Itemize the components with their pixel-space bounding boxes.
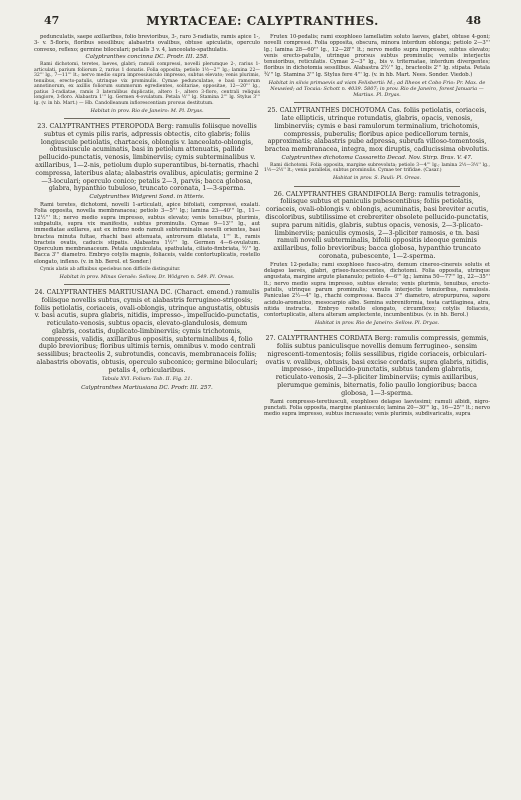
species-heading: 25. CALYPTRANTHES DICHOTOMA Cas. foliis petiolatis, coriaceis, late ellipticis, utrinque rotundatis, glabris, opacis, venosis, limbinerviis; cymis e basi ramulorum terminalium, trichotomis, compressis, puberulis; floribus apice pedicellorum ternis, approximatis; alabastris pube adpressa, subrufa villoso-tomentosis, bractea membranacea, integra, mox diruptis, cadlucissima obvolutis. [264,106,490,154]
paragraph: Frutex 10-pedalis; rami exophloeo lamellatim soluto laeves, glabri, obtuse 4-goni; novelli compressi. Folia opposita, obscura, minora interdum oblonga; petiolo 2—3''' lg.; lamina 28—60''' lg., 12—28''' lt.; nervo medio supra impresso, subtus elevato; venis erecto-patulis, utrinque prorsus subtus prominulis; venulis interjectis tenuioribus, reticulatis. Cymae 2—3'' lg., bis v. triternatae, interdum divergentes; floribus in dichotomia sessilibus. Alabastra 2½''' lg., bracteolis 2''' lg. stipata. Petala ¾''' lg. Stamina 3''' lg. Stylus fere 4''' lg. (v. in hb. Mart. Nees. Sonder. Viedob.) [264,34,490,78]
synonym-line: Calyptranthes Widgreni Sond. in litteris. [89,194,205,201]
species-heading: 23. CALYPTRANTHES PTEROPODA Berg: ramulis foliisque novellis subtus et cymis pilis raris, adpressis obtectis, cito glabris; foliis longiuscule petiolatis, chartaceis, oblongis v. lanceolato-oblongis, obtusiuscule acuminatis, basi in petiolum attenuatis, pallide pellucido-punctatis, venosis, limbinerviis; cymis subterminalibus v. axillaribus, 1—2-nis, petiolum duplo superantibus, bi-ternatis, rhachi compressa, lateribus alata; alabastris ovalibus, apiculatis; germine 2—3-loculari; operculo conico; petalis 2—3, parvis; bacca globosa, glabra, hypanthio tubuloso, truncato coronata, 1—3-sperma. [35,122,259,193]
running-title: MYRTACEAE: CALYPTRANTHES. [146,14,379,28]
page-number-left: 47 [44,14,60,27]
left-column [34,34,260,393]
description-paragraph: Rami dichotomi. Folia opposita, margine subrevoluta; petiolo 3—4''' lg.; lamina 2½—3½'' lg., 1½—2½'' lt.; venis parallelis, subtus prominulis. Cymae ter trifidae. (Casar.) [264,162,490,174]
paragraph: Rami compresso-teretiusculi, exophloeo delapso laevissimi; ramuli albidi, nigro-punctati. Folia opposita, margine planiusculo; lamina 20—30''' lg., 16—25''' lt.; nervo medio supra impresso, subtus incrassato; venis plurimis, subdivaricatis, supra [264,398,490,418]
paragraph: Frutex 12-pedalis; rami exophloeo fusco-atro, demum cinereo-cinereis solutis et delapso laevés, glabri, griseo-fuscescentes, dichotomi. Folia opposita, utrinque angustata, margine argute plananulo; petiolo 4—6''' lg.; lamina 50—77''' lg., 22—35''' lt.; nervo medio supra impresso, subtus elevato; venis plurimis, tenuibus, erecto-patulis, utrinque parum prominulis; venulis interjectis tenuioribus, ramulosis. Paniculae 2½—4'' lg., rhachi compressa. Bacca 3''' diametro, atropurpurea, sapore acidulo-aromatico, mesocarpio albo. Semina subreniformia, testa cartilaginea, atra, nitida instructa. Embryo rostello elongato, circumflexo; cotylis foliaceis, contortuplicatis, altera alteram amplectente, incumbentibus. (v. in hb. Berol.) [264,261,490,319]
species-heading: 27. CALYPTRANTHES CORDATA Berg: ramulis compressis, gemmis, foliis subtus paniculisque novellis demum ferrugineo-, sensim nigrescenti-tomentosis; foliis sessilibus, rigide coriaceis, orbiculari-ovatis v. ovalibus, obtusis, basi excise cordatis, supra glabris, nitidis, impresso-, impellucido-punctatis, subtus tandem glabratis, reticulato-venosis, 2—3-pliciter limbinerviis; cymis axillaribus, plerumque geminis, biternatis, folio paullo longioribus; bacca globosa, 1—3-sperma. [265,334,489,397]
running-header [44,14,481,30]
synonym-line: Calyptranthes Martiusiana DC. Prodr. III. 257. [81,384,213,391]
section-divider [294,330,460,331]
habitat-line: Habitat in prov. Rio de Janeiro: Sellow. Pl. Dryas. [314,320,440,327]
paragraph: Rami teretes, dichotomi, novelli 1-articulati, apice bifoliati, compressi, exalati. Folia opposita, novella membranacea; petiolo 3—5''' lg.; lamina 23—40''' lg., 11—12½''' lt.; nervo medio supra impresso, subtus elevato; venis tenuibus, plurimis, subpatulis, supra vix manifestis, subtus prominulis. Cymae 9—13''' lg., aut immediatae axillares, aut ex infimo nodo ramuli subterminalis novelli orientes, basi bractea minuta fultae, rhachi basi attenuata, antrorsum dilatata, 1''' lt., ramis bracteis ovatis, caducis stipatis. Alabastra 1½''' lg. Germen 4—6-ovulatum. Operculum membranaceum. Petala unguiculata, spathulata, ciliato-fimbriata, ½''' lg. Bacca 3''' diametro. Embryo cotylis magnis, foliaceis, valde contortuplicatis, rostello elongato, inflexo. (v. in hb. Berol. et Sonder.) [34,202,260,265]
habitat-line: Habitat in prov. Minas Geraës: Sellow, Dr. Widgren n. 549. Pl. Oreas. [59,273,235,280]
habitat-line: Habitat in silvis primaevis ad viam Felisbertii: M.; ad Ilheos et Cobo Frio: Pr. Max. de Neuwied; ad Tocaia: Schott n. 4039. 5807; in prov. Rio de Janeiro, forest Januaria — Martius. Pl. Dryas. [268,79,486,99]
synonym-line: Calyptranthes dichotoma Cassaretto Decad. Nov. Stirp. Bras. V. 47. [281,155,473,162]
section-divider [64,284,230,285]
habitat-line: Tabula XVI. Folium: Tab. II. Fig. 21. [101,375,193,382]
section-divider [64,118,230,119]
synonym-line: Calyptranthes concinna DC. Prodr. III. 258. [85,54,209,61]
species-heading: 26. CALYPTRANTHES GRANDIFOLIA Berg: ramulis tetragonis, foliisque subtus et paniculis pubescentibus; foliis petiolatis, coriaceis, ovali-oblongis v. oblongis, acuminatis, basi breviter acutis, discoloribus, subtilissime et crebreriter obsolete pellucido-punctatis, supra parum nitidis, glabris, subtus opacis, venosis, 2—3-plicato-limbinerviis; paniculis cymosis, 2—3-pliciter ramosis, e tn. basi ramuli novelli subterminalis, bifolii oppositis ideoque geminis axillaribus, folio brevioribus; bacca globosa, hypanthio truncato coronata, pubescente, 1—2-sperma. [265,189,489,261]
description-paragraph: Rami dichotomi, teretes, laeves, glabri; ramuli compressi, novelli plerumque 2-, rarius 1-articulati, parium foliorum 2, rarius 1 donatis. Folia opposita; petiolo 1½—2''' lg.; lamina 22—32''' lg., 7—11''' lt.; nervo medio supra impressiusculo impresso, subtus elevato; venis plurimis, tenuibus, erecto-patulis, utrinque vix prominulis. Cymae pedunculatae, e basi ramorum annotinorum, ex axillis foliorum summorum egredientes, solitariae, oppositae, 12—20''' lg., patius 3-radiatae, ramis 3 lateralibus duplicatis, altero 1-, altero 3-floro, centrali reliquis longiore, 3-floro. Alabastra 1''' lg. Germen 4-ovulatum. Petala ½''' lg. Stamina 2''' lg. Stylus 3''' lg. (v. in hb. Mart.) — Hb. Candolleanum inflorescentiam prorsus destitutum. [34,62,260,106]
section-divider [294,186,460,187]
species-heading: 24. CALYPTRANTHES MARTIUSIANA DC. (Charact. emend.) ramulis foliisque novellis subtus, cymis et alabastris ferrugineo-strigosis; foliis petiolatis, coriaceis, ovali-oblongis, utrinque angustatis, obtusis v. basi acutis, supra glabris, nitidis, impresso-, impellucido-punctatis, reticulato-venosis, subtus opacis, elevato-glandulosis, demum glabris, costatis, duplicato-limbinerviis; cymis trichotomis, compressis, validis, axillaribus oppositis, subterminalibus 4, folio duplo brevioribus; floribus ultimis ternis, omnibus v. modo centrali sessilibus; bracteolis 2, subrotundis, concavis, membranaceis foliis; alabastris obovatis, obtusis, operculo subconico; germine biloculari; petalis 4, orbicularibus. [34,287,260,374]
right-column [264,34,490,419]
page-number-right: 48 [465,14,481,27]
habitat-line: Habitat in prov. Rio de Janeiro: M. Pl. Dryas. [90,107,204,114]
paragraph: pedunculatis, saepe axillaribus, folio brevioribus, 3-, raro 3-radiatis, ramis apice 1-, 3- v. 5-floris, floribus sessilibus; alabastris ovalibus, obtuse apiculatis, operculo convexo, reflexo; germine biloculari; petalis 3 v. 4, lanceolato-spathulatis. [34,34,260,53]
section-divider [294,102,460,103]
habitat-line: Habitat in prov. S. Pauli: Pl. Oreas. [332,175,422,182]
description-paragraph: Cymis alatis ab affinibus speciebus non difficile distinguitur. [40,266,181,272]
